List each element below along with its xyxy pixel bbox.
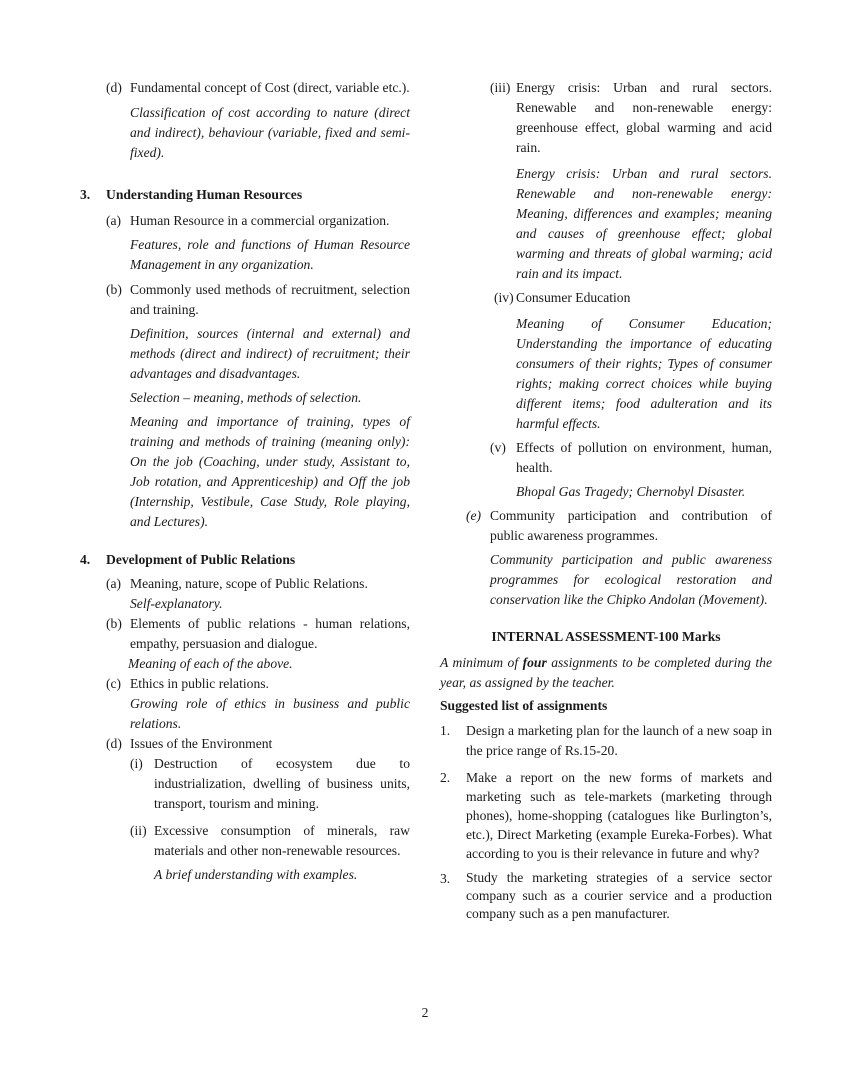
right-column (440, 78, 772, 923)
item-description: Meaning of each of the above. (128, 656, 293, 671)
item-text: Excessive consumption of minerals, raw materials and other non-renewable resources. (154, 823, 410, 858)
list-item-text: Design a marketing plan for the launch of a new soap in the price range of Rs.15-20. (466, 723, 772, 758)
item-3b (106, 280, 410, 532)
section-title: Understanding Human Resources (106, 187, 303, 202)
item-label: (v) (490, 440, 506, 455)
item-label: (d) (106, 80, 122, 95)
internal-assessment-intro: A minimum of four assignments to be completed during the year, as assigned by the teacher. (440, 655, 772, 690)
item-text: Effects of pollution on environment, human, health. (516, 440, 772, 475)
left-column (80, 78, 410, 885)
item-description: Self-explanatory. (130, 596, 223, 611)
internal-assessment-heading: INTERNAL ASSESSMENT-100 Marks (491, 629, 721, 644)
item-text: Fundamental concept of Cost (direct, variable etc.). (130, 80, 410, 95)
item-text: Community participation and contribution of public awareness programmes. (490, 508, 772, 543)
item-text: Energy crisis: Urban and rural sectors. Renewable and non-renewable energy: greenhouse effect, global warming and acid rain. (516, 80, 772, 155)
item-label: (a) (106, 576, 122, 591)
item-text: Destruction of ecosystem due to industrialization, dwelling of business units, transport, tourism and mining. (154, 756, 410, 811)
section-number: 3. (80, 187, 91, 202)
item-4d-ii (130, 821, 410, 885)
item-description: Selection – meaning, methods of selection. (130, 390, 362, 405)
item-4a (106, 574, 410, 614)
item-description: A brief understanding with examples. (154, 867, 358, 882)
page-number: 2 (421, 1005, 429, 1020)
item-iv (494, 288, 772, 434)
list-item (440, 869, 772, 923)
item-4d (106, 734, 410, 885)
section-number: 4. (80, 552, 91, 567)
item-label: (a) (106, 213, 122, 228)
item-text: Issues of the Environment (130, 736, 273, 751)
item-label: (b) (106, 616, 122, 631)
item-text: Elements of public relations - human relations, empathy, persuasion and dialogue. (130, 616, 410, 651)
item-iii (490, 78, 772, 284)
item-e (466, 506, 772, 610)
item-description: Features, role and functions of Human Resource Management in any organization. (130, 237, 410, 272)
assignments-list-title: Suggested list of assignments (440, 698, 608, 713)
item-text: Meaning, nature, scope of Public Relations. (130, 576, 368, 591)
item-description: Meaning of Consumer Education; Understanding the importance of educating consumers of their rights; Types of consumer rights; making correct choices while buying different items; food adulteration and its harmful effects. (516, 316, 772, 431)
list-item-number: 1. (440, 723, 451, 738)
item-label: (e) (466, 508, 482, 523)
item-description: Growing role of ethics in business and public relations. (130, 696, 410, 731)
item-label: (d) (106, 736, 122, 751)
list-item (440, 721, 772, 761)
item-4c (106, 674, 410, 734)
item-description: Meaning and importance of training, types of training and methods of training (meaning only): On the job (Coaching, under study, Assistant to, Job rotation, and Apprenticeship) and Off the job (Internship, Vestibule, Case Study, Role playing, and Lectures). (130, 414, 410, 529)
item-d-cost (106, 78, 410, 163)
item-4d-i (130, 754, 410, 814)
list-item (440, 768, 772, 863)
item-label: (iv) (494, 290, 514, 305)
item-3a (106, 211, 410, 275)
item-text: Ethics in public relations. (130, 676, 269, 691)
item-label: (ii) (130, 823, 147, 838)
item-description: Classification of cost according to nature (direct and indirect), behaviour (variable, fixed and semi-fixed). (130, 105, 410, 160)
list-item-number: 3. (440, 871, 451, 886)
item-label: (iii) (490, 80, 511, 95)
item-text: Commonly used methods of recruitment, selection and training. (130, 282, 410, 317)
list-item-text: Make a report on the new forms of markets and marketing such as tele-markets (marketing through phones), home-shopping (catalogues like Burlington’s, etc.), Direct Marketing (example Eureka-Forbes). What according to you is their relevance in future and why? (466, 770, 772, 861)
item-v (490, 438, 772, 502)
item-4b (106, 614, 410, 674)
section-title: Development of Public Relations (106, 552, 296, 567)
item-description: Definition, sources (internal and external) and methods (direct and indirect) of recruitment; their advantages and disadvantages. (130, 326, 410, 381)
section-3-heading (80, 185, 410, 205)
item-label: (b) (106, 282, 122, 297)
list-item-text: Study the marketing strategies of a service sector company such as a courier service and a production company such as a pen manufacturer. (466, 870, 772, 921)
item-description: Bhopal Gas Tragedy; Chernobyl Disaster. (516, 484, 746, 499)
section-4-heading (80, 550, 410, 570)
item-text: Consumer Education (516, 290, 631, 305)
item-label: (c) (106, 676, 122, 691)
list-item-number: 2. (440, 770, 451, 785)
item-description: Community participation and public awareness programmes for ecological restoration and conservation like the Chipko Andolan (Movement). (490, 552, 772, 607)
item-label: (i) (130, 756, 143, 771)
item-description: Energy crisis: Urban and rural sectors. Renewable and non-renewable energy: Meaning, differences and examples; meaning and causes of greenhouse effect; global warming and threats of global warming; acid rain and its impact. (516, 166, 772, 281)
item-text: Human Resource in a commercial organization. (130, 213, 390, 228)
assignments-list (440, 721, 772, 923)
